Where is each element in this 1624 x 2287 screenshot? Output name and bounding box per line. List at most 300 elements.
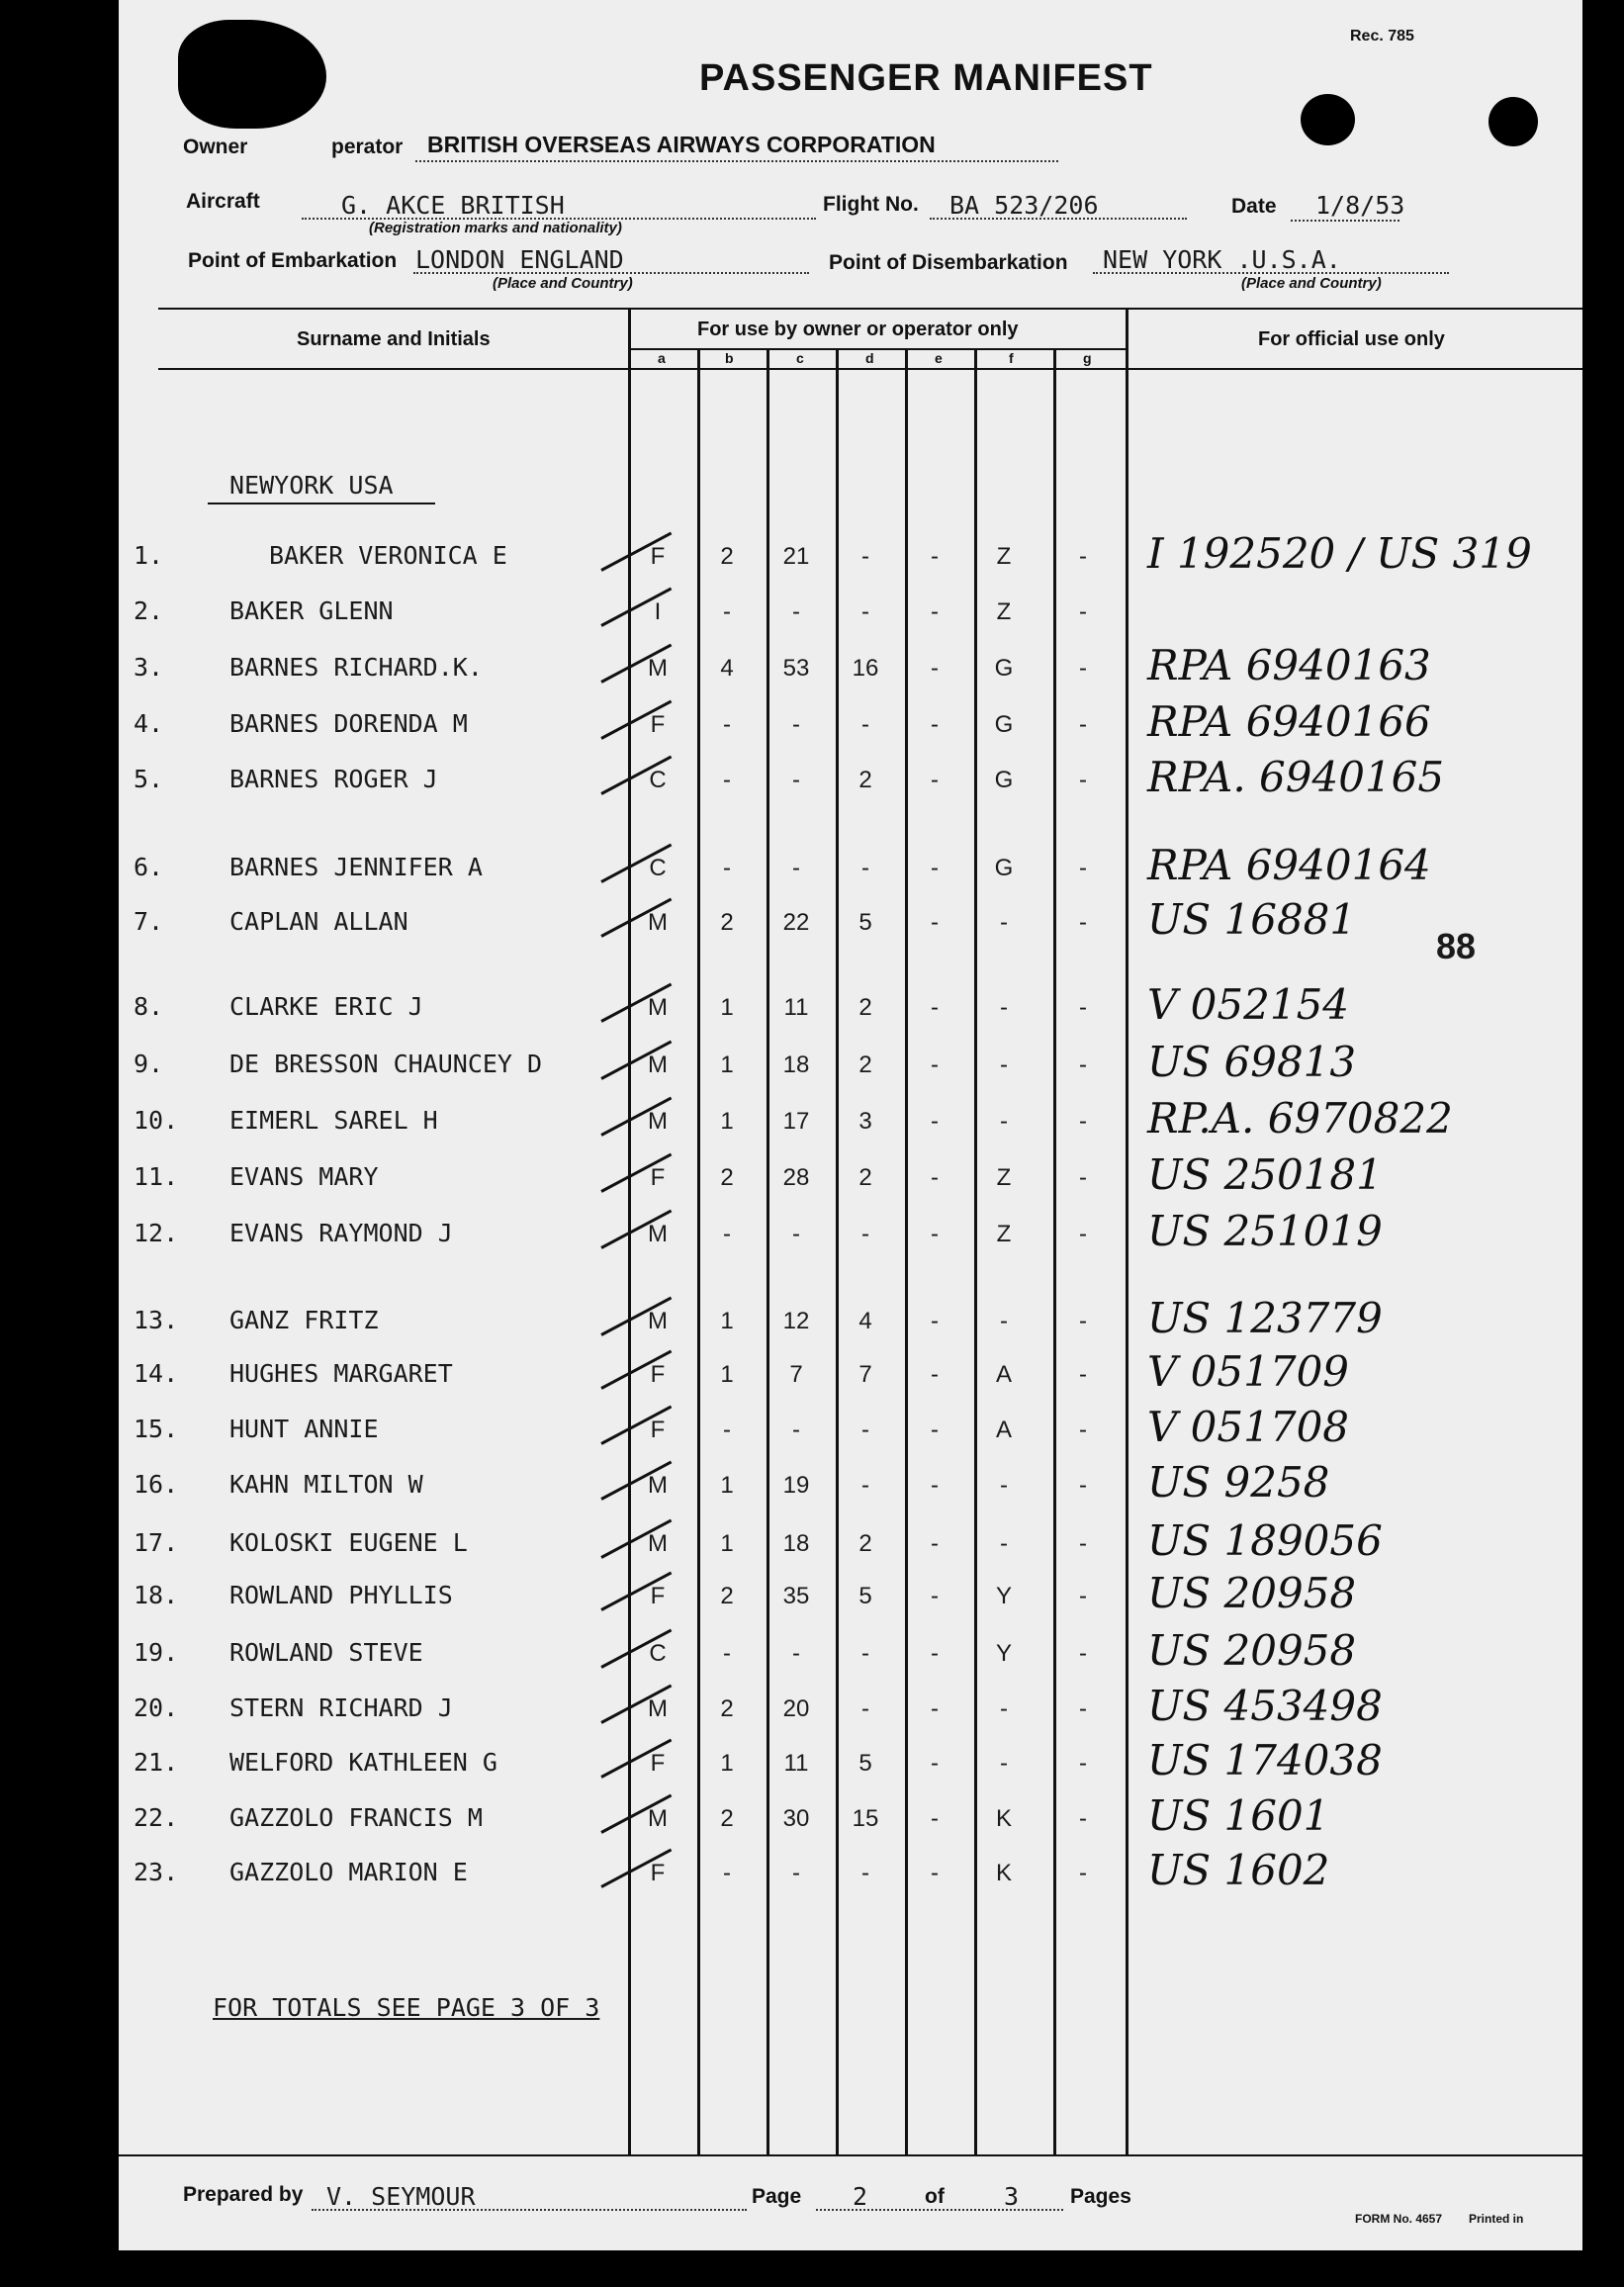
passenger-name: KOLOSKI EUGENE L [229, 1528, 468, 1557]
row-number: 18. [134, 1581, 179, 1609]
cell-d: 3 [858, 1108, 872, 1135]
owner-column-header: For use by owner or operator only [697, 319, 1019, 340]
cell-a: M [648, 1308, 668, 1334]
cell-d: 2 [858, 767, 872, 793]
cell-b: 1 [720, 1052, 734, 1078]
cell-g: - [1079, 994, 1087, 1021]
cell-d: 4 [858, 1308, 872, 1334]
cell-e: - [931, 1361, 939, 1388]
totals-note: FOR TOTALS SEE PAGE 3 OF 3 [213, 1993, 600, 2022]
cell-e: - [931, 1308, 939, 1334]
cell-d: - [861, 711, 869, 738]
cell-f: - [1000, 1472, 1008, 1499]
cell-a: M [648, 655, 668, 682]
cell-e: - [931, 994, 939, 1021]
table-row [119, 1207, 1582, 1258]
passenger-name: HUNT ANNIE [229, 1415, 379, 1443]
passenger-name: ROWLAND PHYLLIS [229, 1581, 453, 1609]
torn-corner [178, 20, 326, 129]
cell-g: - [1079, 1164, 1087, 1191]
row-number: 22. [134, 1803, 179, 1832]
col-header-b: b [725, 350, 734, 366]
form-number: FORM No. 4657 [1355, 2212, 1443, 2226]
cell-c: 22 [782, 909, 810, 936]
passenger-name: BAKER GLENN [229, 596, 394, 625]
cell-g: - [1079, 1640, 1087, 1667]
date-dotted-line [1291, 220, 1399, 222]
cell-d: 5 [858, 1750, 872, 1777]
cell-e: - [931, 1583, 939, 1609]
section-title-underline [208, 503, 435, 504]
table-row [119, 1294, 1582, 1345]
cell-a: M [648, 994, 668, 1021]
cell-f: - [1000, 1108, 1008, 1135]
official-number: US 453498 [1147, 1682, 1383, 1730]
cell-b: 1 [720, 1750, 734, 1777]
cell-c: - [792, 1221, 800, 1247]
official-number: RPA 6940166 [1147, 697, 1431, 746]
cell-f: K [995, 1860, 1012, 1886]
owner-subheader-line [628, 348, 1126, 350]
cell-d: 2 [858, 994, 872, 1021]
cell-e: - [931, 1640, 939, 1667]
row-number: 21. [134, 1748, 179, 1777]
cell-g: - [1079, 711, 1087, 738]
cell-g: - [1079, 1695, 1087, 1722]
cell-b: 2 [720, 543, 734, 570]
cell-f: Z [996, 543, 1012, 570]
passenger-name: STERN RICHARD J [229, 1693, 453, 1722]
passenger-name: ROWLAND STEVE [229, 1638, 423, 1667]
cell-a: I [654, 598, 662, 625]
cell-c: 7 [789, 1361, 803, 1388]
cell-c: 18 [782, 1530, 810, 1557]
table-row [119, 1516, 1582, 1568]
cell-f: Y [995, 1640, 1012, 1667]
cell-f: Z [996, 1221, 1012, 1247]
cell-d: 2 [858, 1052, 872, 1078]
official-number: US 250181 [1147, 1150, 1383, 1199]
page-dotted-line [816, 2209, 1063, 2211]
cell-b: - [723, 1417, 731, 1443]
row-number: 19. [134, 1638, 179, 1667]
flight-value: BA 523/206 [949, 191, 1099, 220]
cell-b: - [723, 767, 731, 793]
page-title: PASSENGER MANIFEST [699, 57, 1153, 99]
cell-d: - [861, 1695, 869, 1722]
row-number: 10. [134, 1106, 179, 1135]
cell-a: M [648, 1052, 668, 1078]
cell-a: F [650, 1417, 666, 1443]
cell-a: F [650, 1860, 666, 1886]
cell-d: - [861, 1860, 869, 1886]
table-row [119, 1682, 1582, 1733]
passenger-name: EVANS RAYMOND J [229, 1219, 453, 1247]
cell-f: A [995, 1417, 1012, 1443]
row-number: 16. [134, 1470, 179, 1499]
cell-f: - [1000, 909, 1008, 936]
row-number: 6. [134, 853, 164, 881]
cell-d: - [861, 598, 869, 625]
row-number: 17. [134, 1528, 179, 1557]
name-column-header: Surname and Initials [297, 328, 491, 350]
cell-g: - [1079, 1860, 1087, 1886]
passenger-name: EIMERL SAREL H [229, 1106, 438, 1135]
prepared-label: Prepared by [183, 2183, 304, 2206]
cell-b: 1 [720, 1530, 734, 1557]
corner-note: Rec. 785 [1350, 28, 1414, 45]
cell-a: F [650, 1750, 666, 1777]
cell-d: - [861, 543, 869, 570]
cell-f: - [1000, 1750, 1008, 1777]
official-number: US 123779 [1147, 1294, 1383, 1342]
official-number: US 1601 [1147, 1791, 1330, 1840]
cell-a: M [648, 1530, 668, 1557]
page-value: 2 [853, 2182, 868, 2211]
embark-label: Point of Embarkation [188, 249, 398, 272]
cell-f: G [994, 711, 1014, 738]
cell-a: M [648, 1695, 668, 1722]
official-number: US 251019 [1147, 1207, 1383, 1255]
cell-b: 1 [720, 1361, 734, 1388]
official-number: US 189056 [1147, 1516, 1383, 1565]
passenger-name: BAKER VERONICA E [269, 541, 507, 570]
cell-c: - [792, 1417, 800, 1443]
aircraft-sub: (Registration marks and nationality) [369, 220, 622, 236]
row-number: 7. [134, 907, 164, 936]
cell-g: - [1079, 1221, 1087, 1247]
cell-c: - [792, 598, 800, 625]
cell-e: - [931, 767, 939, 793]
cell-e: - [931, 598, 939, 625]
col-header-d: d [865, 350, 874, 366]
official-number: US 174038 [1147, 1736, 1383, 1784]
cell-e: - [931, 1860, 939, 1886]
cell-d: - [861, 1472, 869, 1499]
table-row [119, 1150, 1582, 1202]
col-header-a: a [658, 350, 666, 366]
punch-hole-right [1489, 97, 1538, 146]
passenger-name: KAHN MILTON W [229, 1470, 423, 1499]
cell-a: F [650, 1164, 666, 1191]
cell-g: - [1079, 1805, 1087, 1832]
cell-b: 2 [720, 1805, 734, 1832]
official-number: US 1602 [1147, 1846, 1330, 1894]
cell-a: C [649, 767, 667, 793]
table-row [119, 895, 1582, 947]
cell-c: 53 [782, 655, 810, 682]
cell-f: G [994, 655, 1014, 682]
cell-d: 5 [858, 909, 872, 936]
col-header-f: f [1009, 350, 1014, 366]
passenger-name: DE BRESSON CHAUNCEY D [229, 1050, 543, 1078]
cell-a: M [648, 1805, 668, 1832]
row-number: 8. [134, 992, 164, 1021]
of-label: of [925, 2185, 945, 2208]
cell-b: - [723, 1221, 731, 1247]
cell-e: - [931, 1472, 939, 1499]
cell-b: 1 [720, 1108, 734, 1135]
cell-c: 18 [782, 1052, 810, 1078]
pages-value: 3 [1004, 2182, 1020, 2211]
cell-c: 28 [782, 1164, 810, 1191]
cell-e: - [931, 1108, 939, 1135]
cell-a: C [649, 855, 667, 881]
cell-a: M [648, 909, 668, 936]
table-row [119, 1626, 1582, 1678]
cell-c: 11 [783, 1750, 809, 1777]
cell-g: - [1079, 1530, 1087, 1557]
cell-d: - [861, 1417, 869, 1443]
cell-g: - [1079, 1108, 1087, 1135]
passenger-name: HUGHES MARGARET [229, 1359, 453, 1388]
cell-f: - [1000, 1052, 1008, 1078]
embark-sub: (Place and Country) [493, 275, 633, 292]
cell-f: - [1000, 1695, 1008, 1722]
disembark-value: NEW YORK .U.S.A. [1103, 245, 1341, 274]
cell-c: - [792, 711, 800, 738]
cell-c: 19 [782, 1472, 810, 1499]
cell-f: K [995, 1805, 1012, 1832]
cell-b: - [723, 855, 731, 881]
passenger-name: GAZZOLO MARION E [229, 1858, 468, 1886]
cell-g: - [1079, 543, 1087, 570]
passenger-name: BARNES RICHARD.K. [229, 653, 483, 682]
cell-e: - [931, 1052, 939, 1078]
cell-f: - [1000, 1530, 1008, 1557]
disembark-dotted-line [1093, 272, 1449, 274]
aircraft-label: Aircraft [186, 190, 260, 213]
pages-label: Pages [1070, 2185, 1131, 2208]
cell-e: - [931, 855, 939, 881]
prepared-dotted-line [312, 2209, 747, 2211]
cell-d: 7 [858, 1361, 872, 1388]
cell-a: F [650, 1583, 666, 1609]
row-number: 9. [134, 1050, 164, 1078]
cell-a: F [650, 543, 666, 570]
cell-b: 1 [720, 1308, 734, 1334]
table-row [119, 1569, 1582, 1620]
cell-c: - [792, 1640, 800, 1667]
cell-e: - [931, 1221, 939, 1247]
page-label: Page [752, 2185, 802, 2208]
cell-b: - [723, 598, 731, 625]
passenger-name: EVANS MARY [229, 1162, 379, 1191]
operator-label: perator [331, 136, 404, 158]
cell-f: Y [995, 1583, 1012, 1609]
printed-note: Printed in [1469, 2212, 1524, 2226]
passenger-name: CLARKE ERIC J [229, 992, 423, 1021]
cell-f: G [994, 855, 1014, 881]
table-top-line [158, 308, 1582, 310]
col-header-e: e [935, 350, 943, 366]
row-number: 5. [134, 765, 164, 793]
official-number: V 051709 [1147, 1347, 1350, 1396]
table-row [119, 1791, 1582, 1843]
cell-c: 21 [782, 543, 810, 570]
cell-g: - [1079, 1308, 1087, 1334]
cell-c: - [792, 767, 800, 793]
cell-d: 16 [852, 655, 879, 682]
table-header-line [158, 368, 1582, 370]
row-number: 14. [134, 1359, 179, 1388]
official-number: V 052154 [1147, 980, 1350, 1029]
flight-dotted-line [930, 218, 1187, 220]
cell-f: A [995, 1361, 1012, 1388]
table-row [119, 1403, 1582, 1454]
passenger-name: GAZZOLO FRANCIS M [229, 1803, 483, 1832]
embark-dotted-line [413, 272, 809, 274]
official-number: US 16881 [1147, 895, 1357, 944]
cell-b: 2 [720, 1583, 734, 1609]
cell-g: - [1079, 909, 1087, 936]
passenger-name: BARNES DORENDA M [229, 709, 468, 738]
cell-c: 17 [782, 1108, 810, 1135]
cell-f: G [994, 767, 1014, 793]
passenger-name: GANZ FRITZ [229, 1306, 379, 1334]
table-row [119, 1347, 1582, 1399]
official-number: US 69813 [1147, 1038, 1357, 1086]
cell-c: 11 [783, 994, 809, 1021]
cell-b: 1 [720, 1472, 734, 1499]
cell-d: 2 [858, 1530, 872, 1557]
date-label: Date [1231, 195, 1277, 218]
row-number: 11. [134, 1162, 179, 1191]
cell-e: - [931, 1805, 939, 1832]
official-number: RPA. 6940165 [1147, 753, 1445, 801]
cell-c: - [792, 855, 800, 881]
cell-b: - [723, 711, 731, 738]
table-row [119, 641, 1582, 692]
cell-c: - [792, 1860, 800, 1886]
official-column-header: For official use only [1258, 328, 1445, 350]
date-value: 1/8/53 [1315, 191, 1405, 220]
manifest-sheet [119, 0, 1582, 2250]
official-number: RPA 6940164 [1147, 841, 1431, 889]
col-header-g: g [1083, 350, 1092, 366]
passenger-name: BARNES JENNIFER A [229, 853, 483, 881]
table-row [119, 1038, 1582, 1089]
official-number: US 20958 [1147, 1626, 1357, 1675]
cell-c: 30 [782, 1805, 810, 1832]
aircraft-value: G. AKCE BRITISH [341, 191, 565, 220]
flight-label: Flight No. [823, 193, 919, 216]
official-number: RPA 6940163 [1147, 641, 1431, 689]
cell-e: - [931, 1417, 939, 1443]
cell-e: - [931, 1530, 939, 1557]
cell-a: F [650, 1361, 666, 1388]
row-number: 12. [134, 1219, 179, 1247]
cell-g: - [1079, 1361, 1087, 1388]
cell-a: F [650, 711, 666, 738]
cell-d: - [861, 1221, 869, 1247]
row-number: 13. [134, 1306, 179, 1334]
row-number: 1. [134, 541, 164, 570]
cell-e: - [931, 909, 939, 936]
cell-b: 1 [720, 994, 734, 1021]
section-title: NEWYORK USA [229, 471, 394, 500]
punch-hole-left [1301, 94, 1355, 145]
official-number: I 192520 / US 319 [1147, 529, 1532, 578]
row-number: 4. [134, 709, 164, 738]
cell-g: - [1079, 1750, 1087, 1777]
disembark-label: Point of Disembarkation [829, 251, 1068, 274]
row-number: 20. [134, 1693, 179, 1722]
annotation-88: 88 [1436, 926, 1477, 966]
embark-value: LONDON ENGLAND [415, 245, 624, 274]
prepared-value: V. SEYMOUR [326, 2182, 476, 2211]
cell-a: M [648, 1108, 668, 1135]
table-row [119, 980, 1582, 1032]
table-row [119, 1458, 1582, 1509]
row-number: 3. [134, 653, 164, 682]
cell-d: 2 [858, 1164, 872, 1191]
cell-e: - [931, 543, 939, 570]
cell-c: 35 [782, 1583, 810, 1609]
cell-a: M [648, 1472, 668, 1499]
official-number: V 051708 [1147, 1403, 1350, 1451]
cell-f: Z [996, 1164, 1012, 1191]
table-row [119, 1846, 1582, 1897]
passenger-name: BARNES ROGER J [229, 765, 438, 793]
cell-g: - [1079, 1417, 1087, 1443]
cell-g: - [1079, 855, 1087, 881]
cell-b: 2 [720, 1695, 734, 1722]
cell-d: - [861, 855, 869, 881]
cell-f: Z [996, 598, 1012, 625]
cell-b: - [723, 1640, 731, 1667]
cell-a: C [649, 1640, 667, 1667]
cell-b: 4 [720, 655, 734, 682]
cell-g: - [1079, 655, 1087, 682]
row-number: 23. [134, 1858, 179, 1886]
cell-d: - [861, 1640, 869, 1667]
owner-value: BRITISH OVERSEAS AIRWAYS CORPORATION [427, 132, 936, 157]
table-row [119, 1736, 1582, 1787]
cell-e: - [931, 1750, 939, 1777]
owner-dotted-line [415, 160, 1058, 162]
row-number: 15. [134, 1415, 179, 1443]
cell-e: - [931, 711, 939, 738]
table-row [119, 596, 1582, 636]
owner-label: Owner [183, 136, 248, 158]
cell-g: - [1079, 1052, 1087, 1078]
cell-b: 2 [720, 1164, 734, 1191]
table-row [119, 1094, 1582, 1145]
cell-d: 5 [858, 1583, 872, 1609]
table-row [119, 697, 1582, 749]
cell-g: - [1079, 767, 1087, 793]
cell-e: - [931, 1695, 939, 1722]
cell-b: 2 [720, 909, 734, 936]
cell-f: - [1000, 1308, 1008, 1334]
table-row [119, 841, 1582, 892]
col-header-c: c [796, 350, 804, 366]
official-number: US 9258 [1147, 1458, 1330, 1507]
table-bottom-line [119, 2154, 1582, 2156]
cell-b: - [723, 1860, 731, 1886]
official-number: US 20958 [1147, 1569, 1357, 1617]
cell-g: - [1079, 1472, 1087, 1499]
passenger-name: CAPLAN ALLAN [229, 907, 408, 936]
table-row [119, 529, 1582, 581]
cell-g: - [1079, 1583, 1087, 1609]
cell-c: 20 [782, 1695, 810, 1722]
cell-a: M [648, 1221, 668, 1247]
disembark-sub: (Place and Country) [1241, 275, 1382, 292]
cell-d: 15 [852, 1805, 879, 1832]
cell-e: - [931, 655, 939, 682]
